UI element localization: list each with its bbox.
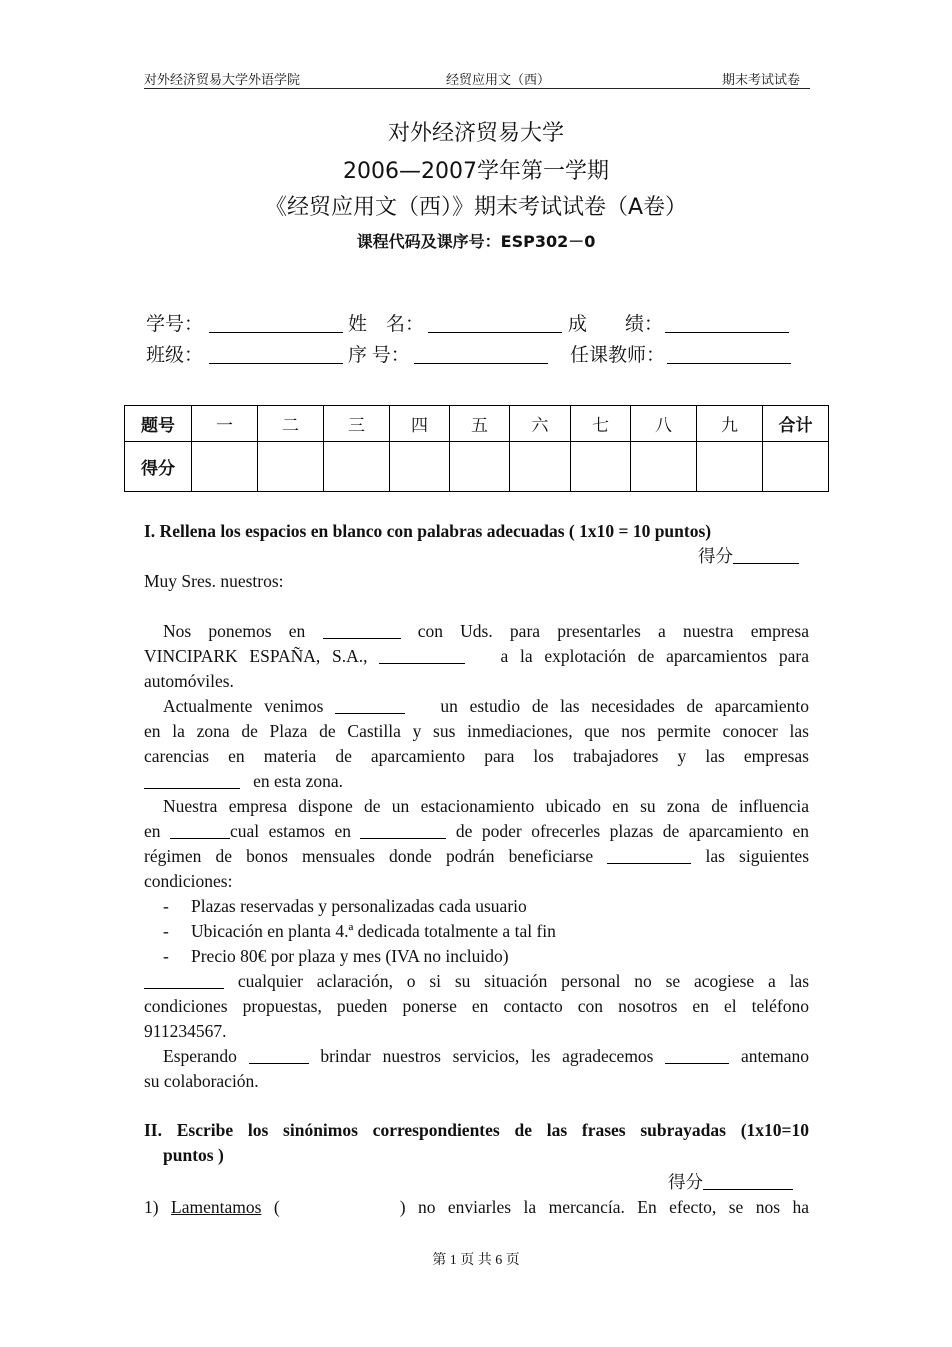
- column-8: 八: [631, 406, 697, 442]
- score-table: [124, 405, 829, 492]
- paragraph-2-line-1: [144, 694, 809, 719]
- paragraph-1-line-1: [144, 619, 809, 644]
- blank-7[interactable]: [607, 845, 691, 864]
- paragraph-2-line-2: en la zona de Plaza de Castilla y sus inmediaciones, que nos permite conocer las: [144, 721, 809, 741]
- blank-2[interactable]: [379, 645, 465, 664]
- column-total: 合计: [763, 406, 829, 442]
- grade-field: [568, 309, 789, 336]
- salutation: Muy Sres. nuestros:: [144, 571, 284, 591]
- score-row-label: 得分: [125, 442, 192, 492]
- section-1-score: [144, 544, 809, 569]
- text: Actualmente venimos: [163, 696, 324, 716]
- column-5: 五: [450, 406, 510, 442]
- text: brindar nuestros servicios, les agradecemos: [320, 1046, 654, 1066]
- score-cell[interactable]: [763, 442, 829, 492]
- paragraph-3-line-4: condiciones:: [144, 871, 233, 891]
- paragraph-4-line-3: 911234567.: [144, 1021, 227, 1041]
- student-id-label: 学号：: [146, 314, 204, 335]
- score-cell[interactable]: [324, 442, 390, 492]
- exam-title: 《经贸应用文（西）》期末考试试卷（A卷）: [264, 195, 688, 220]
- score-cell[interactable]: [258, 442, 324, 492]
- column-1: 一: [192, 406, 258, 442]
- list-item-text: Plazas reservadas y personalizadas cada usuario: [191, 896, 527, 916]
- section-1: [144, 519, 809, 1094]
- student-id-field: [146, 309, 343, 336]
- text: régimen de bonos mensuales donde podrán beneficiarse: [144, 846, 594, 866]
- student-id-blank[interactable]: [209, 316, 343, 333]
- score-cell[interactable]: [631, 442, 697, 492]
- blank-4[interactable]: [144, 770, 240, 789]
- university-title: 对外经济贸易大学: [387, 121, 564, 146]
- list-item-text: Ubicación en planta 4.ª dedicada totalmente a tal fin: [191, 921, 556, 941]
- blank-9[interactable]: [249, 1045, 309, 1064]
- score-table-score-row: [125, 442, 829, 492]
- list-item-text: Precio 80€ por plaza y mes (IVA no incluido): [191, 946, 509, 966]
- blank-8[interactable]: [144, 970, 224, 989]
- course-code: 课程代码及课序号：ESP302－0: [356, 232, 596, 251]
- teacher-blank[interactable]: [667, 347, 791, 364]
- section-1-heading: I. Rellena los espacios en blanco con palabras adecuadas ( 1x10 = 10 puntos): [144, 521, 712, 541]
- list-item: [144, 919, 809, 944]
- text: Esperando: [163, 1046, 237, 1066]
- class-label: 班级：: [146, 345, 204, 366]
- score-cell[interactable]: [390, 442, 450, 492]
- list-item: [144, 894, 809, 919]
- seq-field: [348, 340, 548, 367]
- text: de poder ofrecerles plazas de aparcamiento en: [455, 821, 810, 841]
- blank-3[interactable]: [335, 695, 405, 714]
- list-item: [144, 944, 809, 969]
- list-dash: -: [163, 896, 169, 916]
- section-2: [144, 1118, 809, 1220]
- paragraph-1-line-3: automóviles.: [144, 671, 234, 691]
- text: con Uds. para presentarles a nuestra empresa: [417, 621, 810, 641]
- text: cual estamos en: [230, 821, 351, 841]
- paragraph-3-line-2: [144, 819, 809, 844]
- column-9: 九: [697, 406, 763, 442]
- text: en: [144, 821, 161, 841]
- section-2-heading-line-1: II. Escribe los sinónimos correspondientes de las frases subrayadas (1x10=10: [144, 1120, 809, 1140]
- question-number-label: 题号: [125, 406, 192, 442]
- score-cell[interactable]: [697, 442, 763, 492]
- paragraph-2-line-4: [144, 769, 809, 794]
- column-7: 七: [571, 406, 631, 442]
- underlined-phrase: Lamentamos: [171, 1197, 262, 1217]
- page-number: 第 1 页 共 6 页: [432, 1253, 520, 1268]
- list-dash: -: [163, 921, 169, 941]
- semester-title: 2006—2007学年第一学期: [343, 159, 609, 184]
- section-2-item-1: [144, 1195, 809, 1220]
- paragraph-4-line-1: [144, 969, 809, 994]
- section-2-score-label: 得分: [668, 1172, 703, 1192]
- score-cell[interactable]: [571, 442, 631, 492]
- item-number: 1): [144, 1197, 159, 1217]
- paragraph-3-line-1: Nuestra empresa dispone de un estacionamiento ubicado en su zona de influencia: [163, 796, 809, 816]
- name-blank[interactable]: [428, 316, 562, 333]
- name-field: [348, 309, 562, 336]
- grade-blank[interactable]: [665, 316, 789, 333]
- paragraph-2-line-3: carencias en materia de aparcamiento para los trabajadores y las empresas: [144, 746, 809, 766]
- text: en esta zona.: [253, 771, 344, 791]
- seq-label: 序 号：: [348, 345, 410, 366]
- column-3: 三: [324, 406, 390, 442]
- section-1-score-blank[interactable]: [733, 545, 799, 564]
- paragraph-3-line-3: [144, 844, 809, 869]
- score-table-header-row: [125, 406, 829, 442]
- class-field: [146, 340, 343, 367]
- conditions-list: [144, 894, 809, 969]
- blank-10[interactable]: [665, 1045, 729, 1064]
- header-center: 经贸应用文（西）: [446, 72, 551, 87]
- paragraph-5-line-1: [144, 1044, 809, 1069]
- column-4: 四: [390, 406, 450, 442]
- score-cell[interactable]: [450, 442, 510, 492]
- header-right: 期末考试试卷: [721, 72, 800, 87]
- section-2-heading-line-2: puntos ): [163, 1145, 224, 1165]
- text: ) no enviarles la mercancía. En efecto, se nos ha: [399, 1197, 810, 1217]
- paragraph-5-line-2: su colaboración.: [144, 1071, 259, 1091]
- score-cell[interactable]: [510, 442, 571, 492]
- grade-label: 成 绩：: [568, 314, 664, 335]
- section-2-score: [144, 1170, 809, 1195]
- text: antemano: [740, 1046, 809, 1066]
- seq-blank[interactable]: [414, 347, 548, 364]
- class-blank[interactable]: [209, 347, 343, 364]
- text: las siguientes: [705, 846, 810, 866]
- score-cell[interactable]: [192, 442, 258, 492]
- header-left: 对外经济贸易大学外语学院: [144, 72, 301, 87]
- blank-5[interactable]: [170, 820, 230, 839]
- blank-6[interactable]: [360, 820, 446, 839]
- blank-1[interactable]: [323, 620, 401, 639]
- paren: (: [273, 1197, 280, 1217]
- text: cualquier aclaración, o si su situación personal no se acogiese a las: [237, 971, 810, 991]
- text: Nos ponemos en: [163, 621, 306, 641]
- paragraph-1-line-2: [144, 644, 809, 669]
- text: a la explotación de aparcamientos para: [500, 646, 809, 666]
- paragraph-4-line-2: condiciones propuestas, pueden ponerse en contacto con nosotros en el teléfono: [144, 996, 809, 1016]
- teacher-field: [570, 340, 791, 367]
- text: un estudio de las necesidades de aparcamiento: [440, 696, 810, 716]
- page-header: [144, 68, 810, 89]
- column-2: 二: [258, 406, 324, 442]
- column-6: 六: [510, 406, 571, 442]
- section-1-score-label: 得分: [698, 546, 733, 566]
- name-label: 姓 名：: [348, 314, 425, 335]
- list-dash: -: [163, 946, 169, 966]
- text: VINCIPARK ESPAÑA, S.A.,: [144, 646, 368, 666]
- teacher-label: 任课教师：: [570, 345, 666, 366]
- section-2-score-blank[interactable]: [703, 1171, 793, 1190]
